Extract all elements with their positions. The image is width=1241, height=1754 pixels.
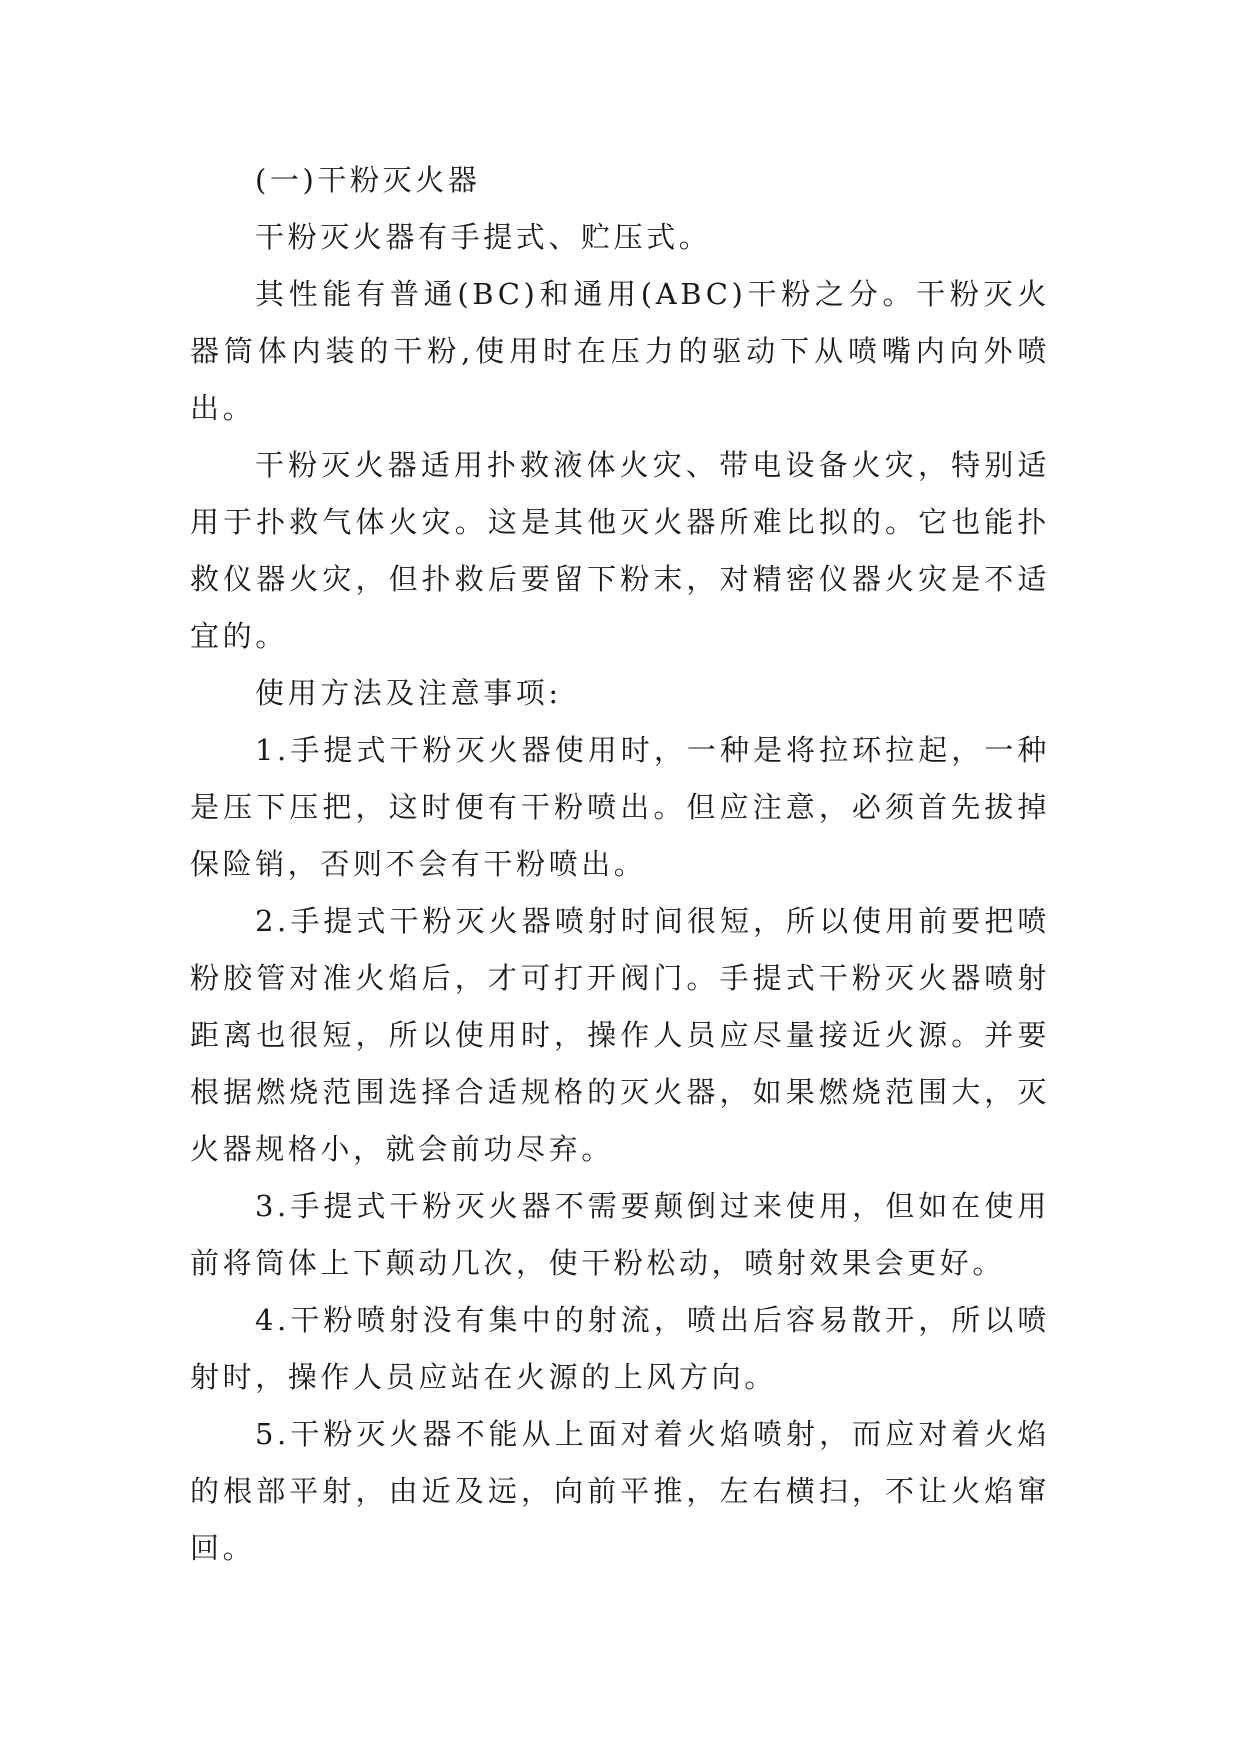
paragraph-step-2: 2.手提式干粉灭火器喷射时间很短，所以使用前要把喷粉胶管对准火焰后，才可打开阀门。手提式干粉灭火器喷射距离也很短，所以使用时，操作人员应尽量接近火源。并要根据燃烧范围选择合适规格的灭火器，如果燃烧范围大，灭火器规格小，就会前功尽弃。	[190, 904, 1050, 1166]
section-heading: (一)干粉灭火器	[255, 163, 481, 197]
paragraph-step-3: 3.手提式干粉灭火器不需要颠倒过来使用，但如在使用前将筒体上下颠动几次，使干粉松动，喷射效果会更好。	[190, 1189, 1050, 1280]
paragraph-types: 干粉灭火器有手提式、贮压式。	[255, 220, 712, 254]
paragraph-step-5: 5.干粉灭火器不能从上面对着火焰喷射，而应对着火焰的根部平射，由近及远，向前平推，左右横扫，不让火焰窜回。	[190, 1417, 1050, 1565]
paragraph-step-4: 4.干粉喷射没有集中的射流，喷出后容易散开，所以喷射时，操作人员应站在火源的上风方向。	[190, 1303, 1050, 1394]
paragraph-usage-heading: 使用方法及注意事项:	[255, 676, 562, 710]
paragraph-applicability: 干粉灭火器适用扑救液体火灾、带电设备火灾，特别适用于扑救气体火灾。这是其他灭火器所难比拟的。它也能扑救仪器火灾，但扑救后要留下粉末，对精密仪器火灾是不适宜的。	[190, 448, 1050, 653]
document-body	[190, 152, 1050, 1577]
paragraph-step-1: 1.手提式干粉灭火器使用时，一种是将拉环拉起，一种是压下压把，这时便有干粉喷出。但应注意，必须首先拔掉保险销，否则不会有干粉喷出。	[190, 733, 1050, 881]
paragraph-performance: 其性能有普通(BC)和通用(ABC)干粉之分。干粉灭火器筒体内装的干粉,使用时在压力的驱动下从喷嘴内向外喷出。	[190, 277, 1050, 425]
